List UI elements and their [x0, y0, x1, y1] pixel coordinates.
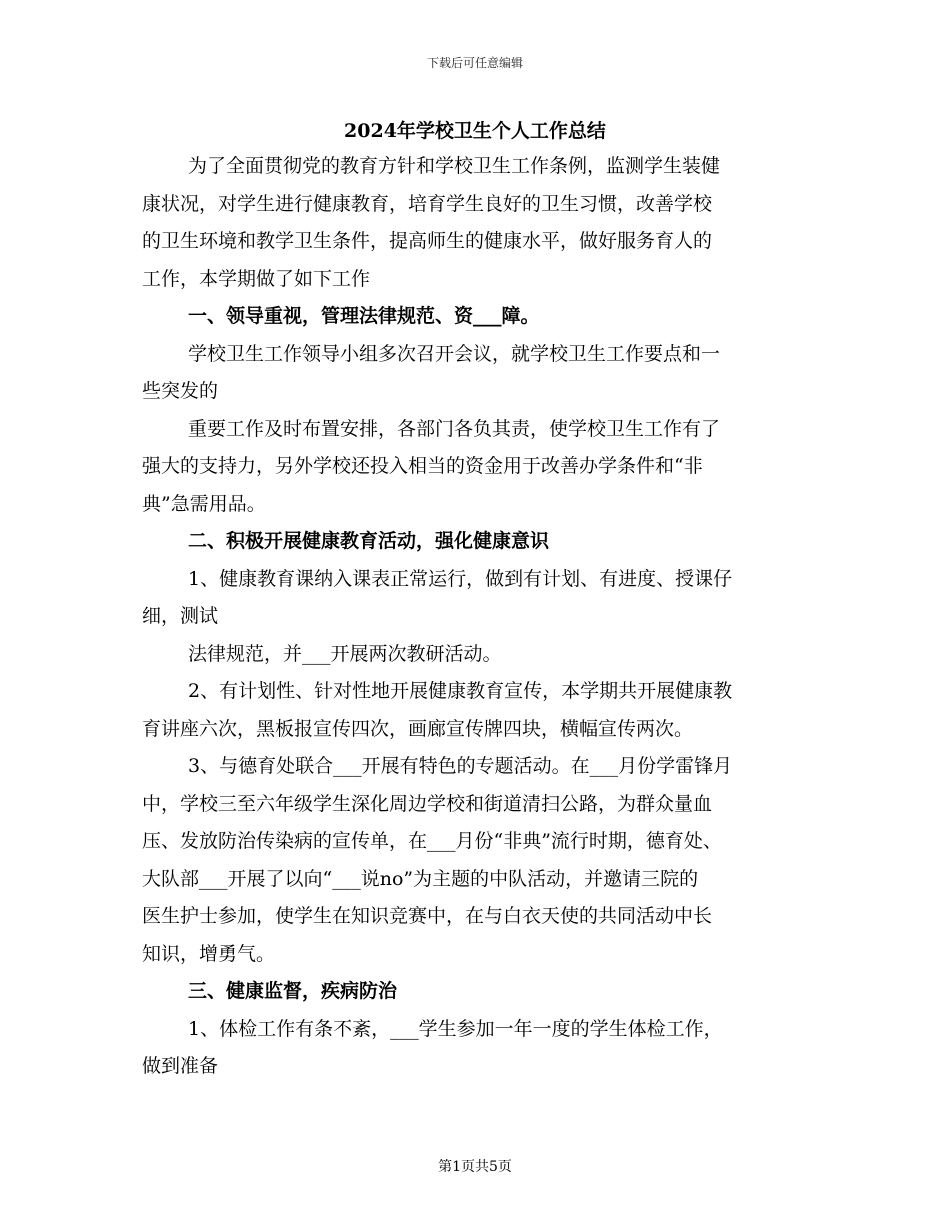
body-line: 法律规范，并___开展两次教研活动。	[188, 642, 502, 665]
body-line: 些突发的	[142, 380, 219, 402]
body-line: 工作，本学期做了如下工作	[142, 267, 371, 290]
body-line: 学校卫生工作领导小组多次召开会议，就学校卫生工作要点和一	[188, 342, 721, 365]
document-body	[142, 148, 814, 1086]
body-line: 的卫生环境和教学卫生条件，提高师生的健康水平，做好服务育人的	[142, 230, 713, 252]
body-line: 压、发放防治传染病的宣传单，在___月份“非典”流行时期，德育处、	[142, 830, 722, 852]
header-note: 下载后可任意编辑	[426, 56, 523, 70]
body-line: 1、健康教育课纳入课表正常运行，做到有计划、有进度、授课仔	[188, 567, 733, 590]
body-line: 中，学校三至六年级学生深化周边学校和街道清扫公路，为群众量血	[142, 792, 713, 815]
body-line: 康状况，对学生进行健康教育，培育学生良好的卫生习惯，改善学校	[142, 192, 713, 215]
body-line: 2、有计划性、针对性地开展健康教育宣传，本学期共开展健康教	[188, 680, 733, 702]
document-title: 2024年学校卫生个人工作总结	[344, 120, 606, 142]
body-line: 重要工作及时布置安排，各部门各负其责，使学校卫生工作有了	[188, 417, 721, 440]
body-line: 做到准备	[142, 1055, 219, 1077]
section-heading: 二、积极开展健康教育活动，强化健康意识	[188, 530, 550, 552]
body-line: 医生护士参加，使学生在知识竞赛中，在与白衣天使的共同活动中长	[142, 905, 713, 927]
body-line: 1、体检工作有条不紊，___学生参加一年一度的学生体检工作，	[188, 1017, 723, 1040]
body-line: 为了全面贯彻党的教育方针和学校卫生工作条例，监测学生装健	[188, 155, 721, 177]
section-heading: 三、健康监督，疾病防治	[188, 980, 398, 1002]
body-line: 典”急需用品。	[142, 492, 266, 515]
body-line: 强大的支持力，另外学校还投入相当的资金用于改善办学条件和“非	[142, 455, 703, 477]
body-line: 大队部___开展了以向“___说no”为主题的中队活动，并邀请三院的	[142, 867, 699, 890]
body-line: 细，测试	[142, 605, 219, 627]
section-heading: 一、领导重视，管理法律规范、资___障。	[188, 305, 540, 327]
body-line: 育讲座六次，黑板报宣传四次，画廊宣传牌四块，横幅宣传两次。	[142, 717, 694, 740]
body-line: 知识，增勇气。	[142, 942, 276, 965]
body-line: 3、与德育处联合___开展有特色的专题活动。在___月份学雷锋月	[188, 755, 733, 777]
page-number: 第1页共5页	[438, 1159, 512, 1175]
